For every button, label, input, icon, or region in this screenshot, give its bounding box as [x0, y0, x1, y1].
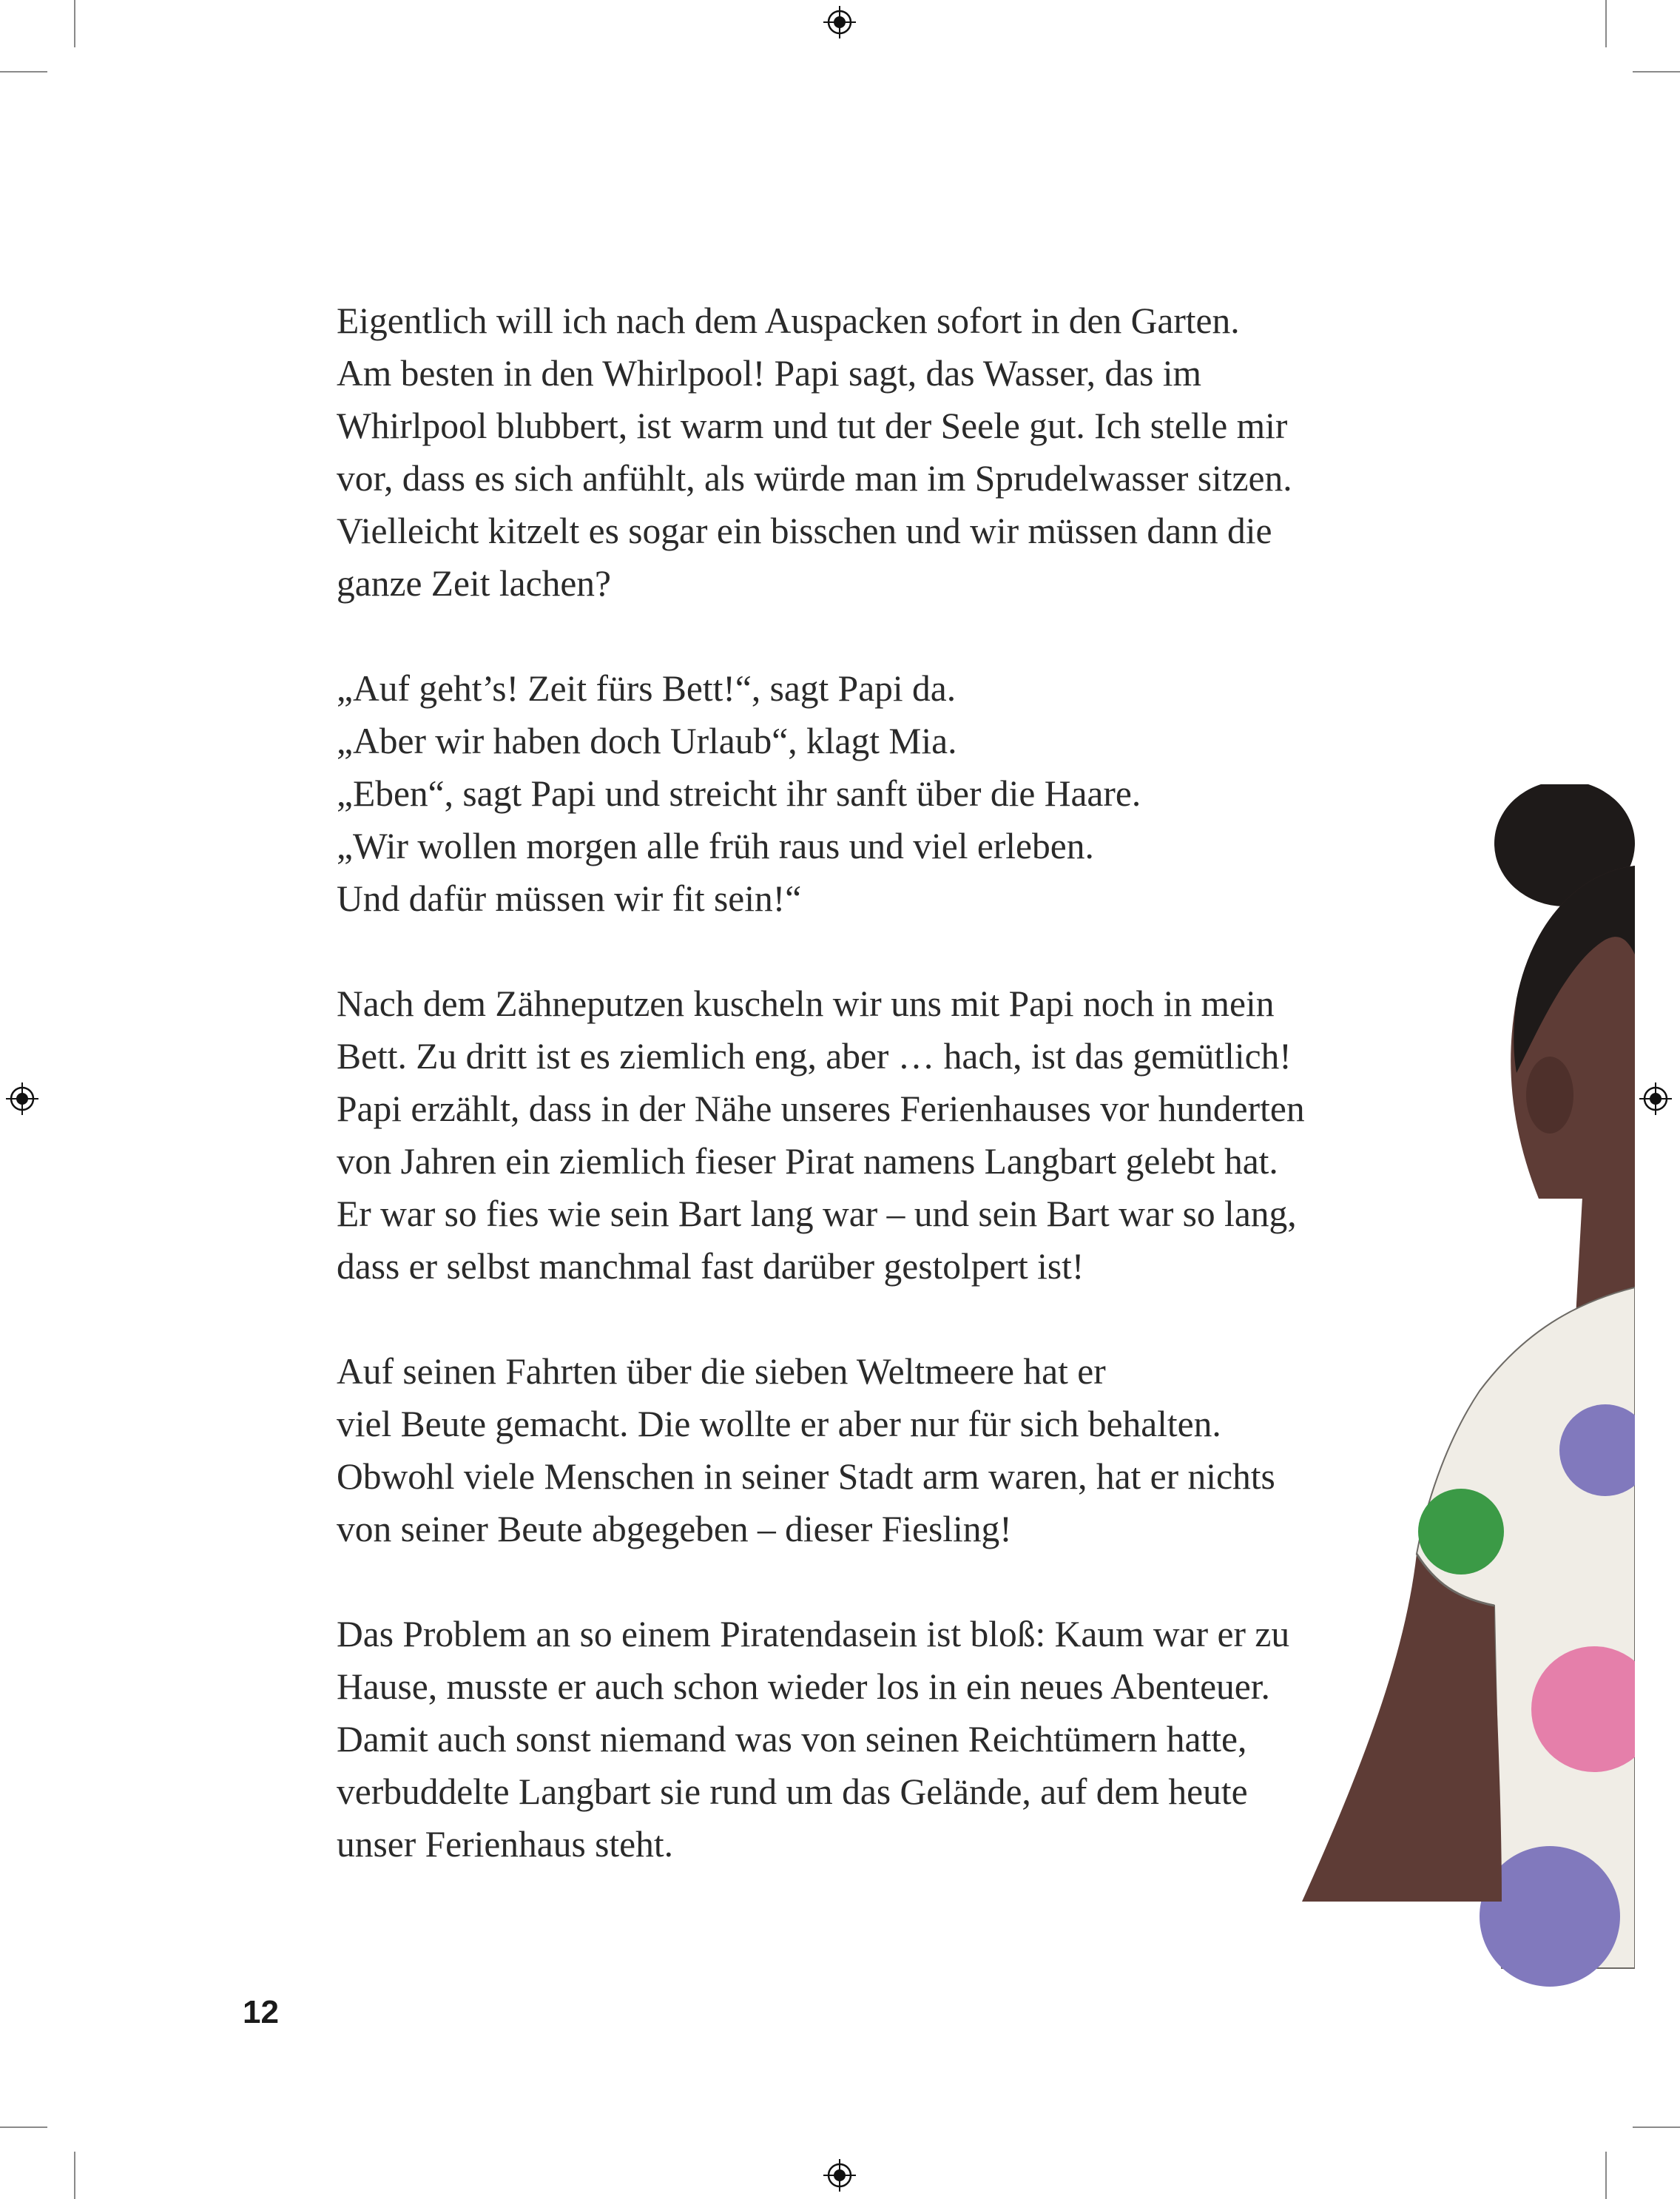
text-line: Bett. Zu dritt ist es ziemlich eng, aber … hach, ist das gemütlich!	[337, 1036, 1292, 1077]
registration-mark-left-icon	[6, 1082, 38, 1115]
trim-mark-top-right-vertical	[1605, 0, 1607, 47]
text-line: Vielleicht kitzelt es sogar ein bisschen und wir müssen dann die	[337, 511, 1272, 551]
page-number: 12	[243, 1994, 279, 2030]
text-line: Damit auch sonst niemand was von seinen Reichtümern hatte,	[337, 1719, 1247, 1759]
text-line: Whirlpool blubbert, ist warm und tut der Seele gut. Ich stelle mir	[337, 405, 1288, 446]
text-line: Das Problem an so einem Piratendasein ist bloß: Kaum war er zu	[337, 1614, 1290, 1654]
text-line: Hause, musste er auch schon wieder los in ein neues Abenteuer.	[337, 1666, 1270, 1707]
text-line: viel Beute gemacht. Die wollte er aber nur für sich behalten.	[337, 1404, 1221, 1444]
paragraph	[337, 294, 1461, 610]
text-line: ganze Zeit lachen?	[337, 563, 612, 604]
shirt-dot-green	[1418, 1489, 1504, 1575]
text-line: Nach dem Zähneputzen kuscheln wir uns mit Papi noch in mein	[337, 983, 1275, 1024]
registration-mark-top-icon	[823, 6, 856, 38]
text-line: unser Ferienhaus steht.	[337, 1824, 674, 1865]
text-line: „Auf geht’s! Zeit fürs Bett!“, sagt Papi da.	[337, 668, 957, 709]
trim-mark-top-left-horizontal	[0, 71, 47, 73]
text-line: dass er selbst manchmal fast darüber gestolpert ist!	[337, 1246, 1084, 1287]
arm	[1302, 1554, 1502, 1902]
text-line: Eigentlich will ich nach dem Auspacken sofort in den Garten.	[337, 300, 1240, 341]
text-line: von seiner Beute abgegeben – dieser Fiesling!	[337, 1509, 1012, 1549]
text-line: „Aber wir haben doch Urlaub“, klagt Mia.	[337, 721, 957, 761]
text-line: „Eben“, sagt Papi und streicht ihr sanft über die Haare.	[337, 773, 1141, 814]
child-illustration	[1258, 784, 1635, 2156]
trim-mark-bottom-right-horizontal	[1633, 2126, 1680, 2128]
text-line: Auf seinen Fahrten über die sieben Weltmeere hat er	[337, 1351, 1106, 1392]
trim-mark-bottom-left-horizontal	[0, 2126, 47, 2128]
registration-mark-bottom-icon	[823, 2159, 856, 2192]
text-line: Und dafür müssen wir fit sein!“	[337, 878, 802, 919]
trim-mark-bottom-left-vertical	[74, 2152, 75, 2199]
text-line: „Wir wollen morgen alle früh raus und viel erleben.	[337, 826, 1094, 866]
text-line: Er war so fies wie sein Bart lang war – und sein Bart war so lang,	[337, 1193, 1297, 1234]
text-line: Papi erzählt, dass in der Nähe unseres Ferienhauses vor hunderten	[337, 1088, 1305, 1129]
text-line: von Jahren ein ziemlich fieser Pirat namens Langbart gelebt hat.	[337, 1141, 1278, 1182]
trim-mark-bottom-right-vertical	[1605, 2152, 1607, 2199]
text-line: vor, dass es sich anfühlt, als würde man im Sprudelwasser sitzen.	[337, 458, 1292, 499]
text-line: Am besten in den Whirlpool! Papi sagt, das Wasser, das im	[337, 353, 1202, 394]
text-line: Obwohl viele Menschen in seiner Stadt arm waren, hat er nichts	[337, 1456, 1275, 1497]
registration-mark-right-icon	[1639, 1082, 1672, 1115]
trim-mark-top-right-horizontal	[1633, 71, 1680, 73]
ear	[1526, 1057, 1573, 1134]
text-line: verbuddelte Langbart sie rund um das Gelände, auf dem heute	[337, 1771, 1248, 1812]
trim-mark-top-left-vertical	[74, 0, 75, 47]
